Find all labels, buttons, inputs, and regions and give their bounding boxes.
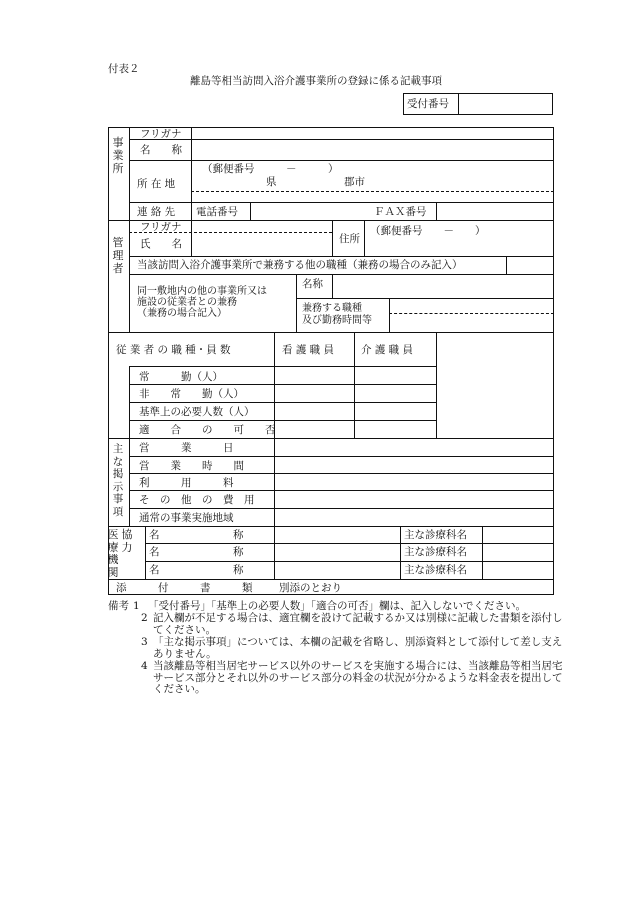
care-fulltime-field[interactable] [356, 368, 435, 383]
service-area-field[interactable] [276, 510, 552, 525]
staff-header-label: 従 業 者 の 職 種・員 数 [116, 344, 231, 356]
business-days-field[interactable] [276, 440, 552, 455]
manager-name-label: 氏 名 [140, 238, 182, 250]
staff-parttime-label: 非 常 勤（人） [139, 388, 244, 400]
office-fax-field[interactable] [438, 204, 552, 219]
office-section-label: 事業所 [112, 136, 124, 175]
manager-section-label: 管理者 [112, 236, 124, 275]
remark-number-3: 3 [141, 636, 148, 648]
remarks-label: 備考 [108, 600, 129, 612]
office-postal-code: （郵便番号 － ） [202, 163, 339, 175]
business-hours-field[interactable] [276, 458, 552, 473]
remark-text-2: 記入欄が不足する場合は、適宜欄を設けて記載するか又は別様に記載した書類を添付してください。 [153, 612, 563, 636]
remark-number-4: 4 [141, 660, 148, 672]
notice-business-days-label: 営 業 日 [139, 442, 234, 454]
attachment-label: 添 付 書 類 [116, 582, 253, 594]
office-furigana-label: フリガナ [140, 128, 182, 140]
manager-residence-label: 住所 [339, 233, 360, 245]
manager-concurrent-job-field[interactable] [508, 258, 552, 272]
manager-postal-code: （郵便番号 － ） [370, 225, 486, 237]
medical-name-field-3[interactable] [276, 563, 398, 577]
remark-text-3: 「主な掲示事項」については、本欄の記載を省略し、別添資料として添付して差し支えありません。 [153, 636, 563, 660]
medical-section-label-1: 協力 [121, 528, 133, 554]
other-facility-label-3: （兼務の場合記入） [137, 308, 227, 319]
office-fax-label: ＦＡＸ番号 [374, 206, 427, 218]
medical-name-label-3: 名 称 [149, 564, 244, 576]
other-facility-label-2: 施設の従業者との兼務 [137, 297, 237, 308]
medical-name-label-1: 名 称 [149, 529, 244, 541]
staff-required-label: 基準上の必要人数（人） [139, 406, 255, 418]
manager-furigana-label: フリガナ [140, 221, 182, 233]
medical-dept-label-1: 主な診療科名 [404, 529, 467, 541]
remark-number-1: 1 [133, 600, 140, 612]
attachment-value: 別添のとおり [279, 582, 342, 594]
other-costs-field[interactable] [276, 492, 552, 507]
notice-service-area-label: 通常の事業実施地域 [139, 512, 234, 524]
remark-text-1: 「受付番号」「基準上の必要人数」「適合の可否」欄は、記入しないでください。 [148, 600, 526, 612]
medical-name-field-2[interactable] [276, 545, 398, 559]
staff-fulltime-label: 常 勤（人） [139, 371, 223, 383]
medical-dept-label-2: 主な診療科名 [404, 546, 467, 558]
medical-name-label-2: 名 称 [149, 546, 244, 558]
job-and-hours-label-1: 兼務する職種 [302, 303, 362, 314]
manager-name-field[interactable] [193, 234, 330, 254]
job-and-hours-label-2: 及び勤務時間等 [302, 315, 372, 326]
medical-dept-field-1[interactable] [484, 528, 552, 542]
nurse-parttime-field[interactable] [276, 386, 353, 401]
care-parttime-field[interactable] [356, 386, 435, 401]
job-and-hours-field[interactable] [391, 300, 552, 330]
medical-dept-label-3: 主な診療科名 [404, 564, 467, 576]
notice-business-hours-label: 営 業 時 間 [139, 460, 244, 472]
medical-dept-field-2[interactable] [484, 545, 552, 559]
medical-dept-field-3[interactable] [484, 563, 552, 577]
office-address-label: 所 在 地 [137, 178, 176, 190]
notices-section-label: 主な掲示事項 [112, 443, 124, 518]
staff-care-header: 介 護 職 員 [361, 344, 414, 356]
notice-other-costs-label: そ の 他 の 費 用 [139, 494, 255, 506]
staff-compliance-label: 適 合 の 可 否 [139, 424, 276, 436]
fee-field[interactable] [276, 475, 552, 490]
notice-fee-label: 利 用 料 [139, 477, 234, 489]
office-prefecture-label: 県 [266, 176, 277, 188]
document-title: 離島等相当訪問入浴介護事業所の登録に係る記載事項 [190, 75, 442, 87]
nurse-fulltime-field[interactable] [276, 368, 353, 383]
office-city-label: 郡市 [344, 176, 365, 188]
office-phone-field[interactable] [252, 204, 370, 219]
manager-concurrent-job-label: 当該訪問入浴介護事業所で兼務する他の職種（兼務の場合のみ記入） [137, 259, 463, 271]
office-name-label: 名 称 [140, 144, 182, 156]
office-name-field[interactable] [191, 141, 551, 159]
staff-nurse-header: 看 護 職 員 [282, 344, 335, 356]
remark-number-2: 2 [141, 612, 148, 624]
office-phone-label: 電話番号 [196, 206, 238, 218]
medical-section-label-2: 医療機関 [107, 528, 119, 579]
other-facility-name-field[interactable] [334, 276, 552, 296]
appendix-label: 付表２ [108, 63, 140, 75]
other-facility-label-1: 同一敷地内の他の事業所又は [137, 286, 267, 297]
remark-text-4: 当該離島等相当居宅サービス以外のサービスを実施する場合には、当該離島等相当居宅サービス部分とそれ以外のサービス部分の料金の状況が分かるような料金表を提出してください。 [153, 660, 563, 695]
receipt-number-label: 受付番号 [407, 98, 449, 110]
medical-name-field-1[interactable] [276, 528, 398, 542]
other-facility-name-label: 名称 [302, 278, 323, 290]
office-contact-label: 連 絡 先 [137, 206, 176, 218]
receipt-number-field[interactable] [460, 95, 551, 113]
